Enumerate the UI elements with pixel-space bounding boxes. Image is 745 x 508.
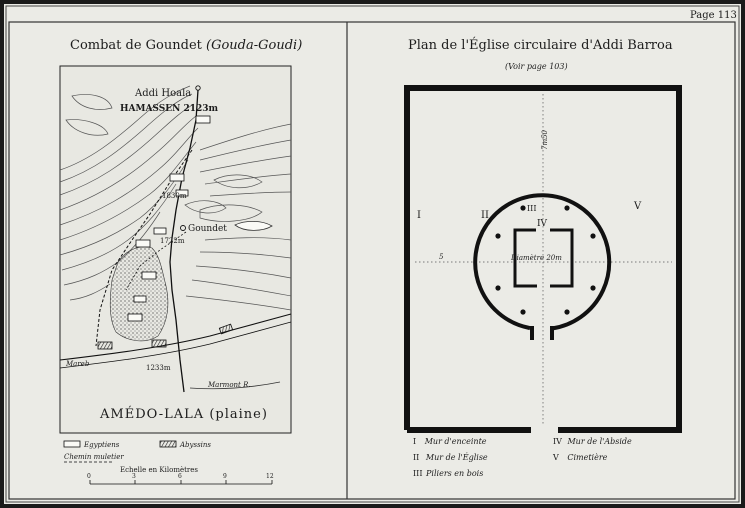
- right-plan-title: Plan de l'Église circulaire d'Addi Barroa: [408, 38, 673, 53]
- scale-tick-6: 6: [178, 473, 182, 480]
- label-axis-top: 7m50: [541, 130, 549, 150]
- label-III: III: [527, 204, 537, 213]
- addi-hoala-label: Addi Hoala: [135, 88, 192, 99]
- legend-abyssinian-label: Abyssins: [180, 441, 212, 449]
- plain-label: AMÉDO-LALA (plaine): [100, 407, 268, 422]
- label-axis-left: 5: [439, 253, 444, 261]
- legend-V-num: V: [553, 453, 559, 462]
- label-I: I: [417, 210, 421, 221]
- scale-tick-9: 9: [223, 473, 227, 480]
- left-title-alt: (Gouda-Goudi): [206, 38, 303, 53]
- scale-label: Echelle en Kilomètres: [120, 466, 198, 474]
- legend-path-label: Chemin muletier: [64, 453, 124, 461]
- battle-area: [110, 247, 168, 341]
- label-IV: IV: [537, 219, 548, 229]
- legend-V-text: Cimetière: [567, 453, 608, 462]
- page-number: Page 113: [690, 10, 737, 21]
- goundet-label: Goundet: [188, 224, 227, 234]
- label-II: II: [481, 210, 489, 221]
- map-frame: [60, 66, 291, 433]
- right-plan-subtitle: (Voir page 103): [505, 62, 568, 71]
- legend-I-text: Mur d'enceinte: [424, 437, 487, 446]
- left-map-title: [70, 38, 302, 53]
- hamassen-label: HAMASSEN 2123m: [120, 104, 219, 114]
- alt-plain-label: 1233m: [146, 364, 171, 372]
- legend-IV-text: Mur de l'Abside: [567, 437, 632, 446]
- legend-III-num: III: [413, 469, 423, 478]
- scale-tick-0: 0: [87, 473, 91, 480]
- legend-abyssinian-swatch: [160, 441, 176, 447]
- legend-III-text: Piliers en bois: [426, 469, 484, 478]
- legend-II-num: II: [413, 453, 420, 462]
- legend-I-num: I: [413, 437, 417, 446]
- legend-III: [413, 469, 483, 478]
- alt-goundet-label: 1722m: [160, 237, 185, 245]
- label-V: V: [634, 201, 642, 212]
- mareb-right-label: Marmont R.: [208, 381, 251, 389]
- scale-tick-12: 12: [266, 473, 274, 480]
- scale-tick-3: 3: [132, 473, 136, 480]
- mareb-label: Mareb: [66, 360, 90, 368]
- legend-I: [413, 437, 487, 446]
- legend-II-text: Mur de l'Église: [425, 453, 488, 462]
- legend-IV-num: IV: [553, 437, 562, 446]
- legend-V: [552, 453, 608, 462]
- legend-egyptian-swatch: [64, 441, 80, 447]
- label-diameter: Diamètre 20m: [511, 254, 562, 262]
- left-title-main: Combat de Goundet: [70, 38, 202, 53]
- alt-upper-label: 1830m: [162, 192, 187, 200]
- legend-egyptian-label: Egyptiens: [84, 441, 120, 449]
- left-map: [60, 38, 302, 484]
